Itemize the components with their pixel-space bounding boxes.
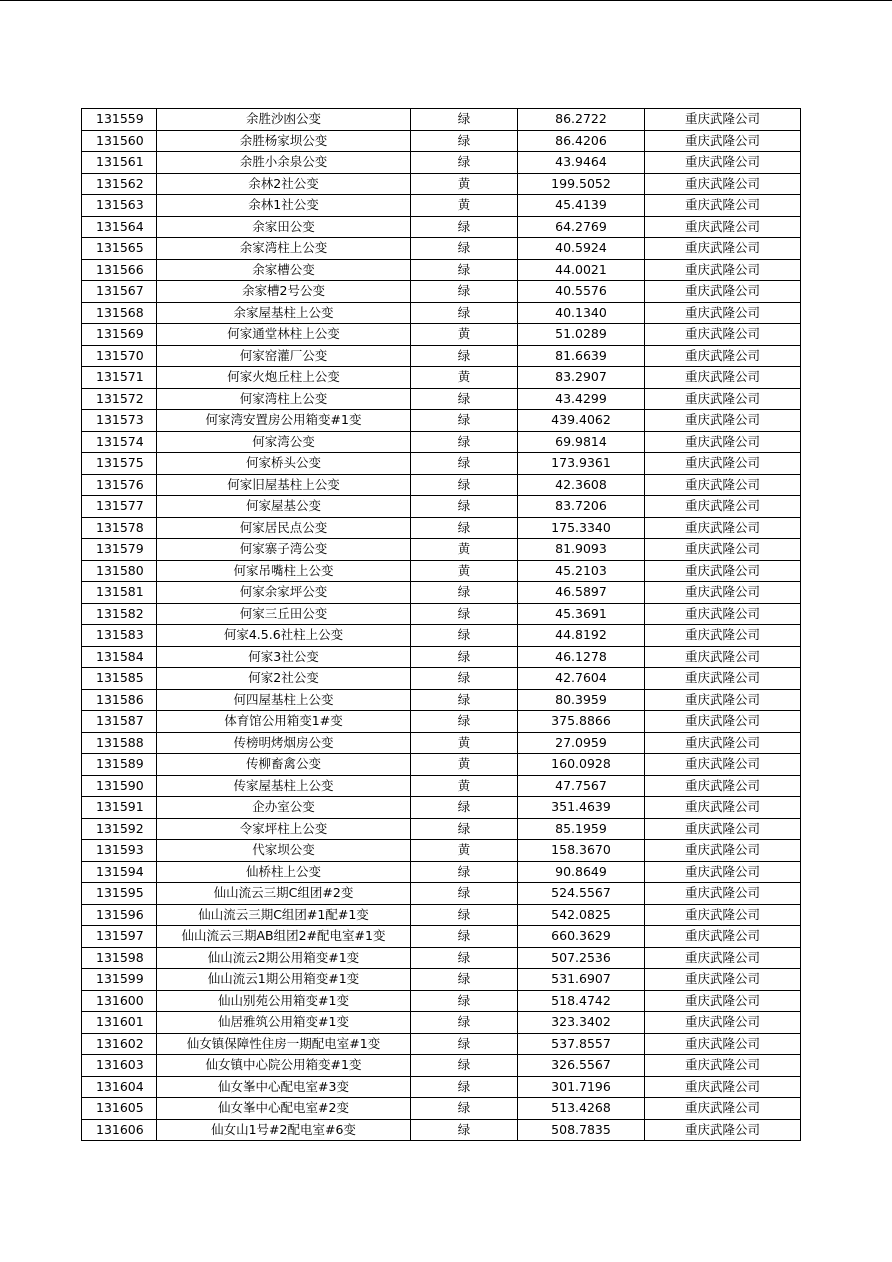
transformer-name-cell: 何家屋基公变 xyxy=(157,496,411,518)
row-id-cell: 131592 xyxy=(82,818,157,840)
status-cell: 绿 xyxy=(411,603,518,625)
transformer-name-cell: 仙山流云三期AB组团2#配电室#1变 xyxy=(157,926,411,948)
status-cell: 绿 xyxy=(411,152,518,174)
table-row xyxy=(82,474,801,496)
status-cell: 绿 xyxy=(411,904,518,926)
company-cell: 重庆武隆公司 xyxy=(645,173,801,195)
value-cell: 199.5052 xyxy=(518,173,645,195)
value-cell: 81.6639 xyxy=(518,345,645,367)
row-id-cell: 131587 xyxy=(82,711,157,733)
table-row xyxy=(82,1076,801,1098)
transformer-name-cell: 何家火炮丘柱上公变 xyxy=(157,367,411,389)
value-cell: 507.2536 xyxy=(518,947,645,969)
row-id-cell: 131595 xyxy=(82,883,157,905)
table-row xyxy=(82,818,801,840)
value-cell: 85.1959 xyxy=(518,818,645,840)
company-cell: 重庆武隆公司 xyxy=(645,1076,801,1098)
status-cell: 黄 xyxy=(411,732,518,754)
table-row xyxy=(82,861,801,883)
row-id-cell: 131601 xyxy=(82,1012,157,1034)
status-cell: 绿 xyxy=(411,496,518,518)
table-row xyxy=(82,410,801,432)
status-cell: 绿 xyxy=(411,453,518,475)
value-cell: 40.5576 xyxy=(518,281,645,303)
transformer-name-cell: 余家槽公变 xyxy=(157,259,411,281)
status-cell: 绿 xyxy=(411,1119,518,1141)
table-body xyxy=(82,109,801,1141)
status-cell: 绿 xyxy=(411,1033,518,1055)
company-cell: 重庆武隆公司 xyxy=(645,238,801,260)
value-cell: 518.4742 xyxy=(518,990,645,1012)
row-id-cell: 131567 xyxy=(82,281,157,303)
status-cell: 黄 xyxy=(411,775,518,797)
table-row xyxy=(82,775,801,797)
transformer-name-cell: 何家居民点公变 xyxy=(157,517,411,539)
status-cell: 绿 xyxy=(411,259,518,281)
value-cell: 80.3959 xyxy=(518,689,645,711)
status-cell: 绿 xyxy=(411,109,518,131)
value-cell: 158.3670 xyxy=(518,840,645,862)
transformer-name-cell: 余林2社公变 xyxy=(157,173,411,195)
table-row xyxy=(82,431,801,453)
status-cell: 绿 xyxy=(411,1098,518,1120)
status-cell: 绿 xyxy=(411,216,518,238)
transformer-name-cell: 余家湾柱上公变 xyxy=(157,238,411,260)
table-row xyxy=(82,969,801,991)
row-id-cell: 131606 xyxy=(82,1119,157,1141)
value-cell: 301.7196 xyxy=(518,1076,645,1098)
transformer-name-cell: 传家屋基柱上公变 xyxy=(157,775,411,797)
transformer-name-cell: 何四屋基柱上公变 xyxy=(157,689,411,711)
company-cell: 重庆武隆公司 xyxy=(645,947,801,969)
company-cell: 重庆武隆公司 xyxy=(645,1119,801,1141)
company-cell: 重庆武隆公司 xyxy=(645,560,801,582)
row-id-cell: 131593 xyxy=(82,840,157,862)
row-id-cell: 131561 xyxy=(82,152,157,174)
status-cell: 绿 xyxy=(411,861,518,883)
row-id-cell: 131571 xyxy=(82,367,157,389)
company-cell: 重庆武隆公司 xyxy=(645,259,801,281)
table-row xyxy=(82,367,801,389)
table-row xyxy=(82,926,801,948)
company-cell: 重庆武隆公司 xyxy=(645,926,801,948)
row-id-cell: 131579 xyxy=(82,539,157,561)
status-cell: 绿 xyxy=(411,238,518,260)
row-id-cell: 131590 xyxy=(82,775,157,797)
row-id-cell: 131566 xyxy=(82,259,157,281)
row-id-cell: 131569 xyxy=(82,324,157,346)
row-id-cell: 131559 xyxy=(82,109,157,131)
table-row xyxy=(82,603,801,625)
row-id-cell: 131602 xyxy=(82,1033,157,1055)
table-row xyxy=(82,173,801,195)
value-cell: 375.8866 xyxy=(518,711,645,733)
row-id-cell: 131604 xyxy=(82,1076,157,1098)
value-cell: 660.3629 xyxy=(518,926,645,948)
table-row xyxy=(82,324,801,346)
company-cell: 重庆武隆公司 xyxy=(645,517,801,539)
transformer-table xyxy=(81,108,801,1141)
company-cell: 重庆武隆公司 xyxy=(645,732,801,754)
company-cell: 重庆武隆公司 xyxy=(645,840,801,862)
table-row xyxy=(82,496,801,518)
table-row xyxy=(82,1098,801,1120)
value-cell: 542.0825 xyxy=(518,904,645,926)
row-id-cell: 131598 xyxy=(82,947,157,969)
company-cell: 重庆武隆公司 xyxy=(645,1098,801,1120)
table-row xyxy=(82,625,801,647)
transformer-name-cell: 传柳畜禽公变 xyxy=(157,754,411,776)
company-cell: 重庆武隆公司 xyxy=(645,281,801,303)
status-cell: 绿 xyxy=(411,883,518,905)
row-id-cell: 131589 xyxy=(82,754,157,776)
transformer-name-cell: 仙女峯中心配电室#2变 xyxy=(157,1098,411,1120)
transformer-name-cell: 何家窑灌厂公变 xyxy=(157,345,411,367)
value-cell: 323.3402 xyxy=(518,1012,645,1034)
row-id-cell: 131603 xyxy=(82,1055,157,1077)
value-cell: 45.2103 xyxy=(518,560,645,582)
status-cell: 绿 xyxy=(411,797,518,819)
company-cell: 重庆武隆公司 xyxy=(645,603,801,625)
company-cell: 重庆武隆公司 xyxy=(645,109,801,131)
company-cell: 重庆武隆公司 xyxy=(645,496,801,518)
row-id-cell: 131563 xyxy=(82,195,157,217)
status-cell: 绿 xyxy=(411,582,518,604)
transformer-name-cell: 仙女山1号#2配电室#6变 xyxy=(157,1119,411,1141)
row-id-cell: 131588 xyxy=(82,732,157,754)
table-row xyxy=(82,711,801,733)
table-row xyxy=(82,582,801,604)
value-cell: 51.0289 xyxy=(518,324,645,346)
row-id-cell: 131594 xyxy=(82,861,157,883)
company-cell: 重庆武隆公司 xyxy=(645,1033,801,1055)
company-cell: 重庆武隆公司 xyxy=(645,625,801,647)
company-cell: 重庆武隆公司 xyxy=(645,539,801,561)
table-row xyxy=(82,345,801,367)
status-cell: 绿 xyxy=(411,345,518,367)
transformer-name-cell: 令家坪柱上公变 xyxy=(157,818,411,840)
value-cell: 439.4062 xyxy=(518,410,645,432)
company-cell: 重庆武隆公司 xyxy=(645,345,801,367)
table-row xyxy=(82,1119,801,1141)
transformer-name-cell: 何家三丘田公变 xyxy=(157,603,411,625)
transformer-name-cell: 何家余家坪公变 xyxy=(157,582,411,604)
transformer-name-cell: 仙山别苑公用箱变#1变 xyxy=(157,990,411,1012)
status-cell: 绿 xyxy=(411,625,518,647)
table-row xyxy=(82,1012,801,1034)
transformer-name-cell: 仙山流云三期C组团#1配#1变 xyxy=(157,904,411,926)
status-cell: 绿 xyxy=(411,1012,518,1034)
transformer-name-cell: 余林1社公变 xyxy=(157,195,411,217)
company-cell: 重庆武隆公司 xyxy=(645,883,801,905)
status-cell: 绿 xyxy=(411,1076,518,1098)
status-cell: 绿 xyxy=(411,517,518,539)
transformer-name-cell: 仙女镇中心院公用箱变#1变 xyxy=(157,1055,411,1077)
transformer-name-cell: 余家田公变 xyxy=(157,216,411,238)
table-row xyxy=(82,646,801,668)
status-cell: 绿 xyxy=(411,668,518,690)
transformer-name-cell: 何家湾安置房公用箱变#1变 xyxy=(157,410,411,432)
transformer-name-cell: 余胜杨家坝公变 xyxy=(157,130,411,152)
value-cell: 64.2769 xyxy=(518,216,645,238)
transformer-name-cell: 企办室公变 xyxy=(157,797,411,819)
table-row xyxy=(82,517,801,539)
company-cell: 重庆武隆公司 xyxy=(645,474,801,496)
row-id-cell: 131586 xyxy=(82,689,157,711)
value-cell: 44.0021 xyxy=(518,259,645,281)
table-row xyxy=(82,560,801,582)
table-row xyxy=(82,388,801,410)
company-cell: 重庆武隆公司 xyxy=(645,324,801,346)
transformer-name-cell: 何家吊嘴柱上公变 xyxy=(157,560,411,582)
table-row xyxy=(82,195,801,217)
transformer-name-cell: 仙山流云1期公用箱变#1变 xyxy=(157,969,411,991)
company-cell: 重庆武隆公司 xyxy=(645,775,801,797)
transformer-name-cell: 仙居雅筑公用箱变#1变 xyxy=(157,1012,411,1034)
company-cell: 重庆武隆公司 xyxy=(645,388,801,410)
status-cell: 黄 xyxy=(411,195,518,217)
row-id-cell: 131580 xyxy=(82,560,157,582)
row-id-cell: 131565 xyxy=(82,238,157,260)
company-cell: 重庆武隆公司 xyxy=(645,990,801,1012)
value-cell: 531.6907 xyxy=(518,969,645,991)
value-cell: 508.7835 xyxy=(518,1119,645,1141)
status-cell: 绿 xyxy=(411,388,518,410)
company-cell: 重庆武隆公司 xyxy=(645,152,801,174)
company-cell: 重庆武隆公司 xyxy=(645,689,801,711)
table-row xyxy=(82,302,801,324)
status-cell: 绿 xyxy=(411,711,518,733)
transformer-name-cell: 何家旧屋基柱上公变 xyxy=(157,474,411,496)
status-cell: 绿 xyxy=(411,130,518,152)
transformer-name-cell: 何家湾公变 xyxy=(157,431,411,453)
transformer-name-cell: 何家寨子湾公变 xyxy=(157,539,411,561)
row-id-cell: 131573 xyxy=(82,410,157,432)
value-cell: 45.4139 xyxy=(518,195,645,217)
page-top-border xyxy=(0,0,892,1)
status-cell: 黄 xyxy=(411,840,518,862)
status-cell: 绿 xyxy=(411,926,518,948)
table-row xyxy=(82,990,801,1012)
status-cell: 绿 xyxy=(411,969,518,991)
status-cell: 绿 xyxy=(411,474,518,496)
value-cell: 524.5567 xyxy=(518,883,645,905)
company-cell: 重庆武隆公司 xyxy=(645,302,801,324)
status-cell: 黄 xyxy=(411,367,518,389)
row-id-cell: 131605 xyxy=(82,1098,157,1120)
transformer-name-cell: 何家2社公变 xyxy=(157,668,411,690)
transformer-name-cell: 仙山流云三期C组团#2变 xyxy=(157,883,411,905)
row-id-cell: 131570 xyxy=(82,345,157,367)
value-cell: 351.4639 xyxy=(518,797,645,819)
row-id-cell: 131597 xyxy=(82,926,157,948)
company-cell: 重庆武隆公司 xyxy=(645,453,801,475)
row-id-cell: 131577 xyxy=(82,496,157,518)
status-cell: 绿 xyxy=(411,431,518,453)
value-cell: 27.0959 xyxy=(518,732,645,754)
value-cell: 46.1278 xyxy=(518,646,645,668)
value-cell: 83.7206 xyxy=(518,496,645,518)
company-cell: 重庆武隆公司 xyxy=(645,754,801,776)
transformer-name-cell: 代家坝公变 xyxy=(157,840,411,862)
value-cell: 69.9814 xyxy=(518,431,645,453)
row-id-cell: 131583 xyxy=(82,625,157,647)
table-row xyxy=(82,754,801,776)
table-row xyxy=(82,840,801,862)
status-cell: 绿 xyxy=(411,1055,518,1077)
value-cell: 175.3340 xyxy=(518,517,645,539)
company-cell: 重庆武隆公司 xyxy=(645,367,801,389)
value-cell: 173.9361 xyxy=(518,453,645,475)
value-cell: 45.3691 xyxy=(518,603,645,625)
row-id-cell: 131560 xyxy=(82,130,157,152)
status-cell: 绿 xyxy=(411,990,518,1012)
row-id-cell: 131591 xyxy=(82,797,157,819)
table-row xyxy=(82,281,801,303)
status-cell: 绿 xyxy=(411,646,518,668)
row-id-cell: 131576 xyxy=(82,474,157,496)
transformer-name-cell: 仙女镇保障性住房一期配电室#1变 xyxy=(157,1033,411,1055)
company-cell: 重庆武隆公司 xyxy=(645,969,801,991)
company-cell: 重庆武隆公司 xyxy=(645,582,801,604)
value-cell: 537.8557 xyxy=(518,1033,645,1055)
row-id-cell: 131596 xyxy=(82,904,157,926)
transformer-name-cell: 体育馆公用箱变1#变 xyxy=(157,711,411,733)
company-cell: 重庆武隆公司 xyxy=(645,1012,801,1034)
company-cell: 重庆武隆公司 xyxy=(645,216,801,238)
company-cell: 重庆武隆公司 xyxy=(645,431,801,453)
status-cell: 绿 xyxy=(411,281,518,303)
value-cell: 160.0928 xyxy=(518,754,645,776)
status-cell: 绿 xyxy=(411,410,518,432)
row-id-cell: 131599 xyxy=(82,969,157,991)
table-row xyxy=(82,1055,801,1077)
value-cell: 42.7604 xyxy=(518,668,645,690)
table-row xyxy=(82,130,801,152)
transformer-name-cell: 仙山流云2期公用箱变#1变 xyxy=(157,947,411,969)
value-cell: 43.9464 xyxy=(518,152,645,174)
status-cell: 黄 xyxy=(411,539,518,561)
row-id-cell: 131600 xyxy=(82,990,157,1012)
table-row xyxy=(82,238,801,260)
transformer-name-cell: 何家4.5.6社柱上公变 xyxy=(157,625,411,647)
table-row xyxy=(82,883,801,905)
row-id-cell: 131578 xyxy=(82,517,157,539)
table-row xyxy=(82,947,801,969)
table-row xyxy=(82,259,801,281)
transformer-name-cell: 余家屋基柱上公变 xyxy=(157,302,411,324)
row-id-cell: 131585 xyxy=(82,668,157,690)
value-cell: 86.2722 xyxy=(518,109,645,131)
company-cell: 重庆武隆公司 xyxy=(645,818,801,840)
status-cell: 黄 xyxy=(411,324,518,346)
table-row xyxy=(82,904,801,926)
status-cell: 绿 xyxy=(411,818,518,840)
row-id-cell: 131575 xyxy=(82,453,157,475)
row-id-cell: 131572 xyxy=(82,388,157,410)
table-row xyxy=(82,1033,801,1055)
company-cell: 重庆武隆公司 xyxy=(645,195,801,217)
row-id-cell: 131581 xyxy=(82,582,157,604)
value-cell: 47.7567 xyxy=(518,775,645,797)
company-cell: 重庆武隆公司 xyxy=(645,861,801,883)
transformer-name-cell: 何家3社公变 xyxy=(157,646,411,668)
table-row xyxy=(82,152,801,174)
status-cell: 黄 xyxy=(411,754,518,776)
row-id-cell: 131574 xyxy=(82,431,157,453)
company-cell: 重庆武隆公司 xyxy=(645,1055,801,1077)
company-cell: 重庆武隆公司 xyxy=(645,904,801,926)
row-id-cell: 131568 xyxy=(82,302,157,324)
company-cell: 重庆武隆公司 xyxy=(645,130,801,152)
company-cell: 重庆武隆公司 xyxy=(645,646,801,668)
transformer-name-cell: 传榜明烤烟房公变 xyxy=(157,732,411,754)
value-cell: 513.4268 xyxy=(518,1098,645,1120)
status-cell: 绿 xyxy=(411,302,518,324)
transformer-name-cell: 何家通堂林柱上公变 xyxy=(157,324,411,346)
company-cell: 重庆武隆公司 xyxy=(645,797,801,819)
row-id-cell: 131584 xyxy=(82,646,157,668)
value-cell: 40.1340 xyxy=(518,302,645,324)
status-cell: 绿 xyxy=(411,947,518,969)
row-id-cell: 131582 xyxy=(82,603,157,625)
value-cell: 90.8649 xyxy=(518,861,645,883)
company-cell: 重庆武隆公司 xyxy=(645,410,801,432)
table-row xyxy=(82,668,801,690)
company-cell: 重庆武隆公司 xyxy=(645,711,801,733)
table-row xyxy=(82,109,801,131)
table-row xyxy=(82,216,801,238)
value-cell: 83.2907 xyxy=(518,367,645,389)
value-cell: 326.5567 xyxy=(518,1055,645,1077)
transformer-name-cell: 余胜沙凼公变 xyxy=(157,109,411,131)
status-cell: 绿 xyxy=(411,689,518,711)
company-cell: 重庆武隆公司 xyxy=(645,668,801,690)
transformer-name-cell: 何家桥头公变 xyxy=(157,453,411,475)
row-id-cell: 131564 xyxy=(82,216,157,238)
status-cell: 黄 xyxy=(411,173,518,195)
transformer-name-cell: 仙女峯中心配电室#3变 xyxy=(157,1076,411,1098)
value-cell: 43.4299 xyxy=(518,388,645,410)
value-cell: 86.4206 xyxy=(518,130,645,152)
transformer-name-cell: 仙桥柱上公变 xyxy=(157,861,411,883)
table-row xyxy=(82,732,801,754)
table-row xyxy=(82,539,801,561)
value-cell: 46.5897 xyxy=(518,582,645,604)
table-row xyxy=(82,453,801,475)
value-cell: 42.3608 xyxy=(518,474,645,496)
status-cell: 黄 xyxy=(411,560,518,582)
table-row xyxy=(82,689,801,711)
table-row xyxy=(82,797,801,819)
transformer-name-cell: 余家槽2号公变 xyxy=(157,281,411,303)
value-cell: 40.5924 xyxy=(518,238,645,260)
row-id-cell: 131562 xyxy=(82,173,157,195)
value-cell: 44.8192 xyxy=(518,625,645,647)
transformer-name-cell: 余胜小余泉公变 xyxy=(157,152,411,174)
value-cell: 81.9093 xyxy=(518,539,645,561)
transformer-name-cell: 何家湾柱上公变 xyxy=(157,388,411,410)
